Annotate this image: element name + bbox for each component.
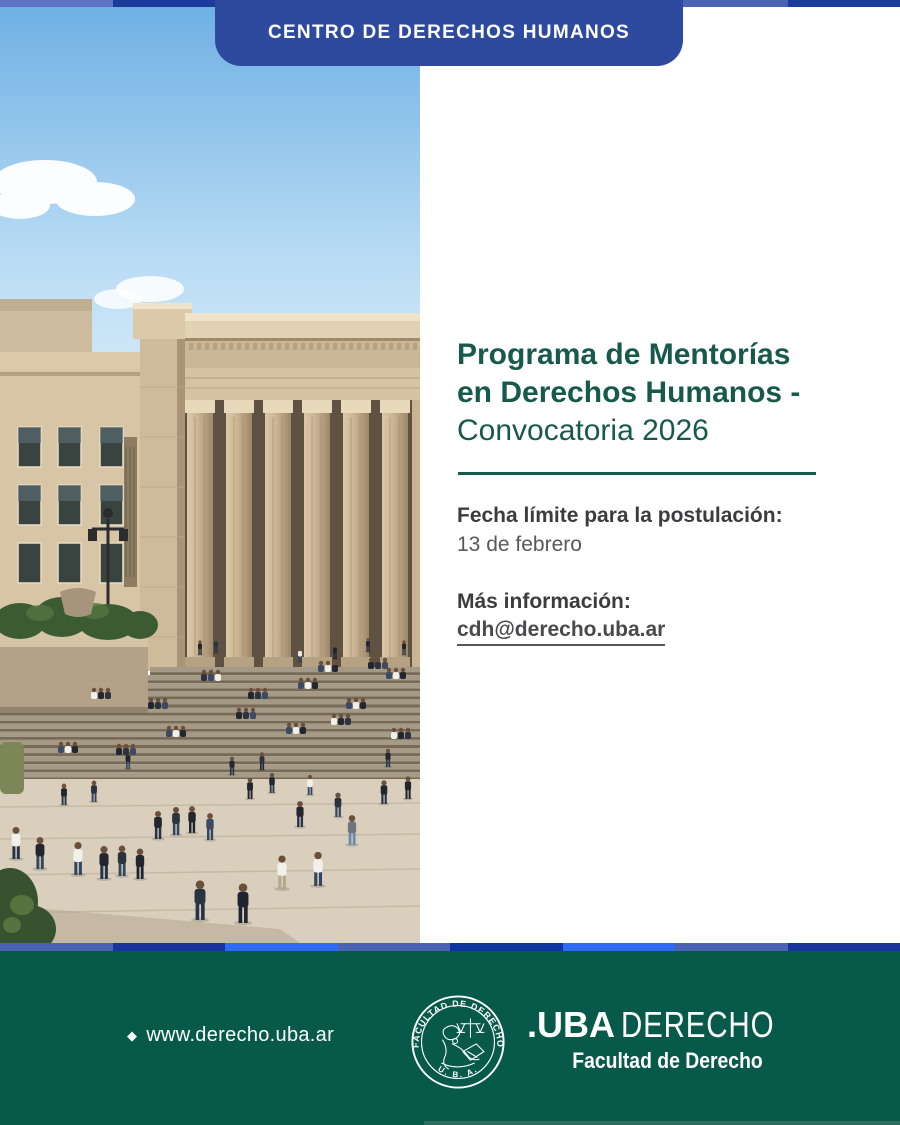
email-link[interactable]: cdh@derecho.uba.ar (457, 616, 665, 646)
faculty-seal-icon (410, 994, 506, 1090)
footer-edge (424, 1121, 900, 1125)
deadline-label: Fecha límite para la postulación: (457, 504, 783, 527)
seal-top-text: FACULTAD DE DERECHO (410, 998, 506, 1049)
more-info-label: Más información: (457, 590, 631, 613)
campus-photo (0, 7, 420, 943)
uba-logo (527, 1004, 808, 1074)
announcement-content (457, 336, 847, 646)
strip-segment (675, 0, 788, 7)
strip-segment (338, 943, 451, 951)
seal-bottom-text: U. B. A. (436, 1064, 480, 1080)
logo-derecho-text: DERECHO (621, 1004, 775, 1045)
logo-uba-text: .UBA (527, 1004, 615, 1045)
program-title-line2: en Derechos Humanos - (457, 376, 801, 409)
strip-segment (113, 0, 226, 7)
banner (215, 0, 683, 66)
website-link[interactable] (127, 1024, 334, 1047)
strip-segment (563, 943, 676, 951)
strip-segment (675, 943, 788, 951)
strip-segment (113, 943, 226, 951)
mid-accent-strip (0, 943, 900, 951)
colonnade (185, 313, 420, 671)
title-divider (458, 472, 816, 475)
banner-label: CENTRO DE DERECHOS HUMANOS (267, 22, 631, 43)
strip-segment (0, 943, 113, 951)
logo-faculty-subtitle: Facultad de Derecho (572, 1048, 763, 1073)
program-subtitle: Convocatoria 2026 (457, 414, 709, 447)
diamond-icon: ◆ (127, 1028, 138, 1043)
strip-segment (788, 0, 900, 7)
program-title (457, 336, 847, 412)
deadline-value: 13 de febrero (457, 533, 582, 556)
website-label: www.derecho.uba.ar (146, 1024, 335, 1046)
strip-segment (788, 943, 900, 951)
program-title-line1: Programa de Mentorías (457, 338, 791, 371)
strip-segment (0, 0, 113, 7)
strip-segment (225, 943, 338, 951)
strip-segment (450, 943, 563, 951)
